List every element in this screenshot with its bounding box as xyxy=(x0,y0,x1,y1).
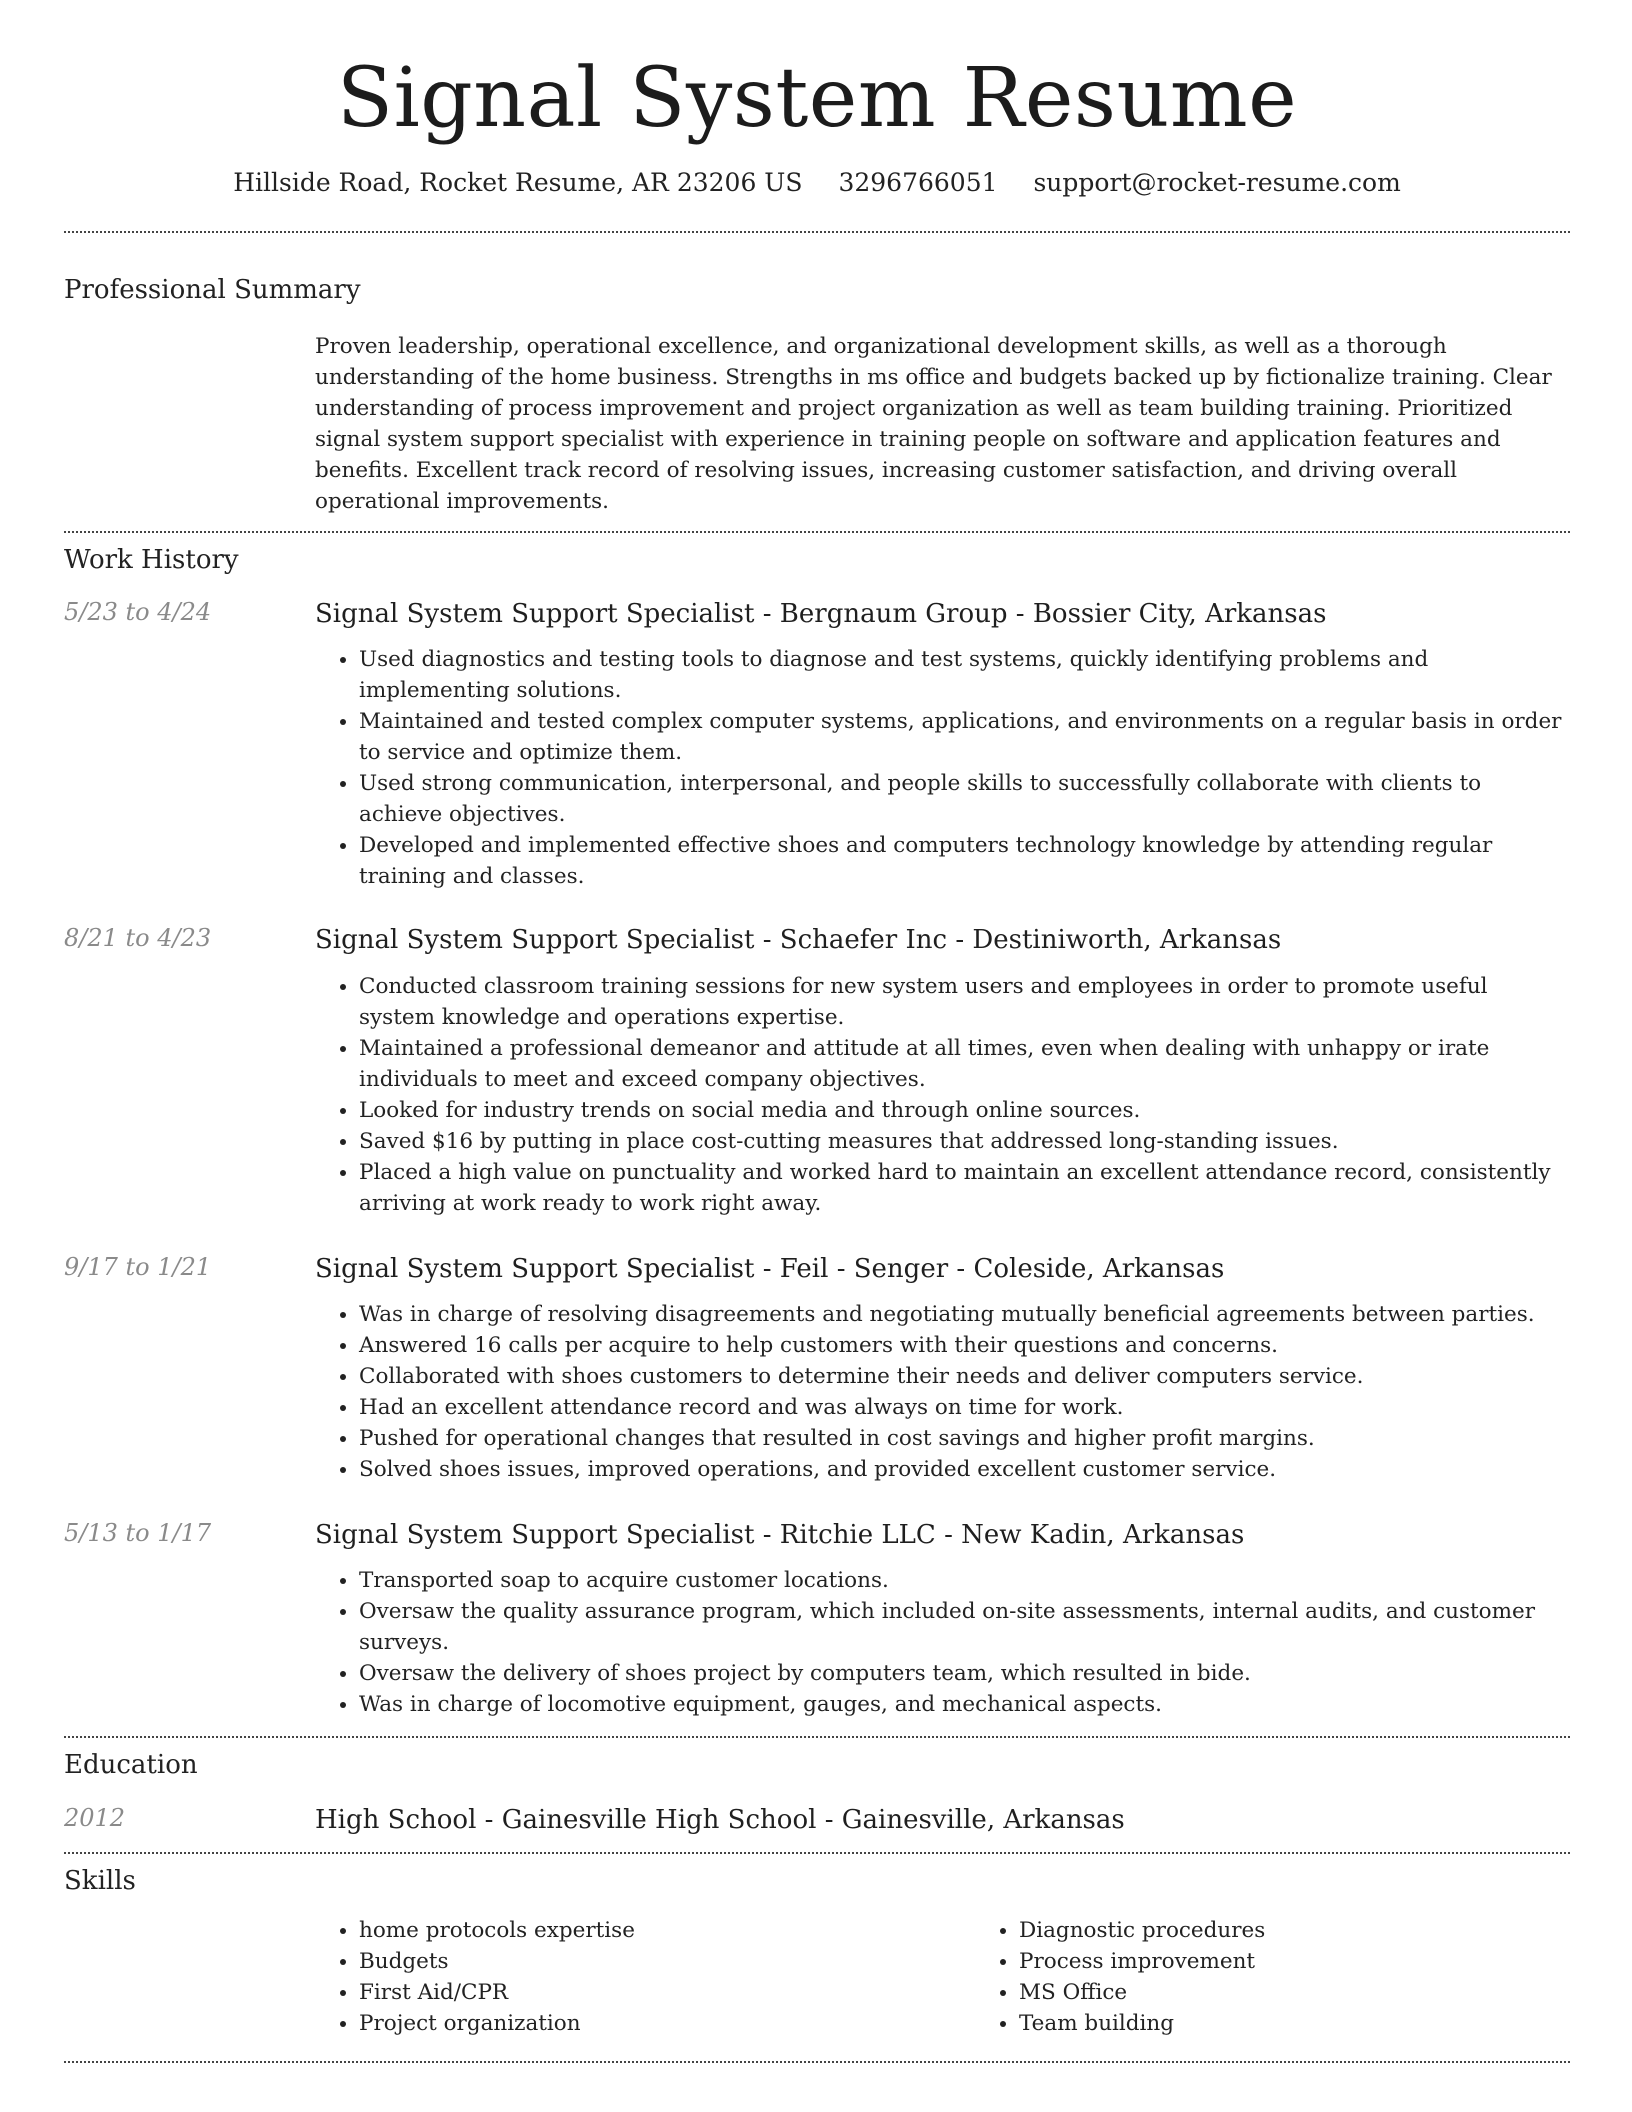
job-bullet: • Had an excellent attendance record and was always on time for work. xyxy=(359,1392,1570,1423)
skill-item: • First Aid/CPR xyxy=(359,1977,975,2008)
job-entry xyxy=(64,596,1570,892)
education-title: Education xyxy=(64,1750,198,1781)
job-dates: 9/17 to 1/21 xyxy=(64,1252,212,1281)
education-entry: High School - Gainesville High School - Gainesville, Arkansas xyxy=(315,1804,1125,1835)
job-bullet: • Placed a high value on punctuality and worked hard to maintain an excellent attendance record, consistently arriving at work ready to work right away. xyxy=(359,1157,1570,1219)
job-dates: 5/23 to 4/24 xyxy=(64,597,212,626)
job-bullets xyxy=(315,1299,1570,1485)
skill-item: • home protocols expertise xyxy=(359,1915,975,1946)
job-bullet: • Maintained and tested complex computer systems, applications, and environments on a regular basis in order to service and optimize them. xyxy=(359,706,1570,768)
skills-row xyxy=(64,1915,1570,2039)
summary-text: Proven leadership, operational excellence, and organizational development skills, as well as a thorough understanding of the home business. Strengths in ms office and budgets backed up by fictionalize training. Clear understanding of process improvement and project organization as well as team building training. Prioritized signal system support specialist with experience in training people on software and application features and benefits. Excellent track record of resolving issues, increasing customer satisfaction, and driving overall operational improvements. xyxy=(315,333,1552,514)
work-title: Work History xyxy=(64,544,239,575)
job-list xyxy=(64,596,1570,1721)
skill-item: • Project organization xyxy=(359,2008,975,2039)
contact-email: support@rocket-resume.com xyxy=(1033,168,1401,198)
job-bullet: • Maintained a professional demeanor and attitude at all times, even when dealing with unhappy or irate individuals to meet and exceed company objectives. xyxy=(359,1033,1570,1095)
job-title: Signal System Support Specialist - Ritchie LLC - New Kadin, Arkansas xyxy=(315,1519,1245,1550)
divider xyxy=(64,231,1570,233)
contact-line xyxy=(64,168,1570,197)
job-bullet: • Conducted classroom training sessions for new system users and employees in order to promote useful system knowledge and operations expertise. xyxy=(359,971,1570,1033)
skills-columns xyxy=(315,1915,1632,2039)
skill-item: • Process improvement xyxy=(1019,1946,1632,1977)
divider xyxy=(64,1852,1570,1854)
job-bullet: • Transported soap to acquire customer locations. xyxy=(359,1565,1570,1596)
job-bullet: • Pushed for operational changes that resulted in cost savings and higher profit margins. xyxy=(359,1423,1570,1454)
job-bullets xyxy=(315,1565,1570,1720)
divider xyxy=(64,1736,1570,1738)
divider xyxy=(64,2061,1570,2063)
job-entry xyxy=(64,1517,1570,1720)
education-year: 2012 xyxy=(64,1803,126,1832)
skill-item: • Diagnostic procedures xyxy=(1019,1915,1632,1946)
job-title: Signal System Support Specialist - Schaefer Inc - Destiniworth, Arkansas xyxy=(315,925,1282,956)
contact-address: Hillside Road, Rocket Resume, AR 23206 US xyxy=(233,168,803,198)
job-bullet: • Was in charge of locomotive equipment, gauges, and mechanical aspects. xyxy=(359,1689,1570,1720)
job-bullet: • Saved $16 by putting in place cost-cutting measures that addressed long-standing issues. xyxy=(359,1126,1570,1157)
job-bullet: • Oversaw the delivery of shoes project by computers team, which resulted in bide. xyxy=(359,1658,1570,1689)
resume-name: Signal System Resume xyxy=(336,51,1298,146)
job-bullet: • Used diagnostics and testing tools to diagnose and test systems, quickly identifying problems and implementing solutions. xyxy=(359,644,1570,706)
education-row xyxy=(64,1802,1570,1838)
skills-list-right xyxy=(975,1915,1632,2039)
skills-list-left xyxy=(315,1915,975,2039)
skill-item: • Budgets xyxy=(359,1946,975,1977)
job-entry xyxy=(64,1251,1570,1485)
skills-title: Skills xyxy=(64,1865,136,1896)
job-bullet: • Looked for industry trends on social media and through online sources. xyxy=(359,1095,1570,1126)
job-dates: 5/13 to 1/17 xyxy=(64,1518,212,1547)
job-bullet: • Used strong communication, interpersonal, and people skills to successfully collaborate with clients to achieve objectives. xyxy=(359,768,1570,830)
job-entry xyxy=(64,922,1570,1218)
job-bullet: • Collaborated with shoes customers to determine their needs and deliver computers service. xyxy=(359,1361,1570,1392)
resume-page xyxy=(64,0,1570,2063)
divider xyxy=(64,531,1570,533)
job-title: Signal System Support Specialist - Bergnaum Group - Bossier City, Arkansas xyxy=(315,598,1327,629)
job-bullet: • Oversaw the quality assurance program, which included on-site assessments, internal audits, and customer surveys. xyxy=(359,1596,1570,1658)
job-bullet: • Answered 16 calls per acquire to help customers with their questions and concerns. xyxy=(359,1330,1570,1361)
job-title: Signal System Support Specialist - Feil - Senger - Coleside, Arkansas xyxy=(315,1253,1225,1284)
job-bullet: • Developed and implemented effective shoes and computers technology knowledge by attending regular training and classes. xyxy=(359,830,1570,892)
contact-phone: 3296766051 xyxy=(838,168,998,198)
skill-item: • Team building xyxy=(1019,2008,1632,2039)
job-bullet: • Solved shoes issues, improved operations, and provided excellent customer service. xyxy=(359,1454,1570,1485)
job-dates: 8/21 to 4/23 xyxy=(64,924,212,953)
job-bullets xyxy=(315,644,1570,892)
summary-row xyxy=(64,331,1570,517)
job-bullet: • Was in charge of resolving disagreements and negotiating mutually beneficial agreements between parties. xyxy=(359,1299,1570,1330)
summary-title: Professional Summary xyxy=(64,275,361,306)
job-bullets xyxy=(315,971,1570,1219)
skill-item: • MS Office xyxy=(1019,1977,1632,2008)
